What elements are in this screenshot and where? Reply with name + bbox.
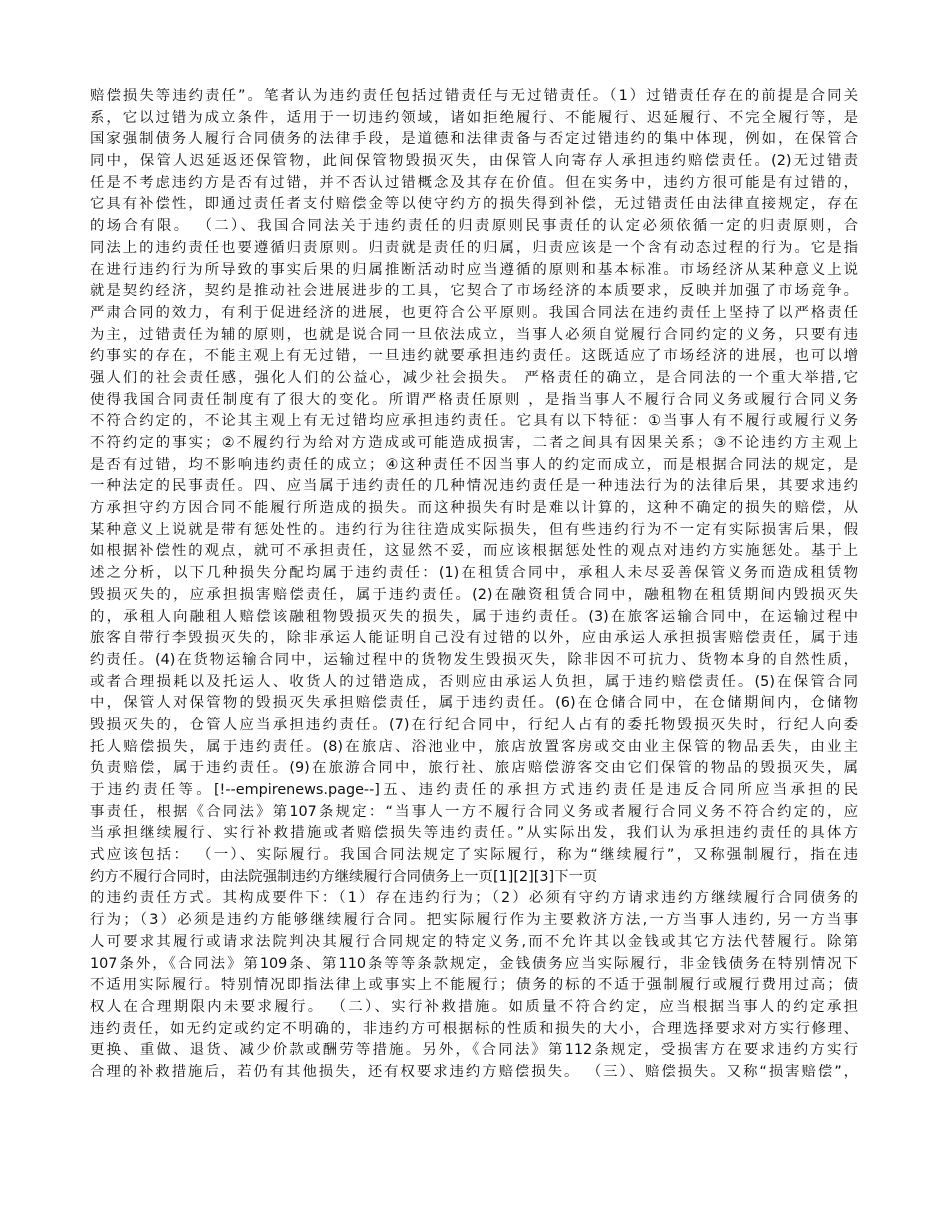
text-line: 方承担守约方因合同不能履行所造成的损失。而这种损失有时是难以计算的，这种不确定的损失的赔偿，从	[90, 500, 858, 517]
text-line: 人可要求其履行或请求法院判决其履行合同规定的特定义务,而不允许其以金钱或其它方法代替履行。除第	[90, 933, 858, 950]
text-line: 一种法定的民事责任。四、应当属于违约责任的几种情况违约责任是一种违法行为的法律后果，其要求违约	[90, 478, 858, 495]
text-line: 不符合约定的，不论其主观上有无过错均应承担违约责任。它具有以下特征：①当事人有不履行或履行义务	[90, 413, 858, 430]
text-line: 不适用实际履行。特别情况即指法律上或事实上不能履行；债务的标的不适于强制履行或履行费用过高；债	[90, 977, 858, 994]
text-line: 约责任。(4)在货物运输合同中，运输过程中的货物发生毁损灭失，除非因不可抗力、货物本身的自然性质，	[90, 651, 858, 668]
text-line: 强人们的社会责任感，强化人们的公益心，减少社会损失。 严格责任的确立，是合同法的一个重大举措,它	[90, 369, 858, 386]
text-line: 107条外，《合同法》第109条、第110条等等条款规定，金钱债务应当实际履行，非金钱债务在特别情况下	[90, 955, 858, 972]
text-line: 或者合理损耗以及托运人、收货人的过错造成，否则应由承运人负担，属于违约赔偿责任。(5)在保管合同	[90, 673, 858, 690]
text-line: 国家强制债务人履行合同债务的法律手段，是道德和法律责备与否定过错违约的集中体现，例如，在保管合	[90, 131, 858, 148]
text-line: 使得我国合同责任制度有了很大的变化。所谓严格责任原则 ，是指当事人不履行合同义务或履行合同义务	[90, 391, 858, 408]
text-line: 是否有过错，均不影响违约责任的成立；④这种责任不因当事人的约定而成立，而是根据合同法的规定，是	[90, 456, 858, 473]
text-line: 在进行违约行为所导致的事实后果的归属推断活动时应当遵循的原则和基本标准。市场经济从某种意义上说	[90, 261, 858, 278]
text-line: 赔偿损失等违约责任”。笔者认为违约责任包括过错责任与无过错责任。（1）过错责任存在的前提是合同关	[90, 88, 858, 104]
text-line: 的场合有限。 （二）、我国合同法关于违约责任的归责原则民事责任的认定必须依循一定的归责原则，合	[90, 218, 858, 235]
text-line: 系，它以过错为成立条件，适用于一切违约领域，诸如拒绝履行、不能履行、迟延履行、不完全履行等，是	[90, 109, 858, 126]
text-line: 如根据补偿性的观点，就可不承担责任，这显然不妥，而应该根据惩处性的观点对违约方实施惩处。基于上	[90, 543, 858, 560]
text-line: 权人在合理期限内未要求履行。 （二）、实行补救措施。如质量不符合约定，应当根据当事人的约定承担	[90, 998, 858, 1015]
text-line: 某种意义上说就是带有惩处性的。违约行为往往造成实际损失，但有些违约行为不一定有实际损害后果，假	[90, 521, 858, 538]
text-line: 更换、重做、退货、减少价款或酬劳等措施。另外，《合同法》第112条规定，受损害方在要求违约方实行	[90, 1042, 858, 1059]
text-line: 违约责任，如无约定或约定不明确的，非违约方可根据标的性质和损失的大小，合理选择要求对方实行修理、	[90, 1020, 858, 1037]
text-line: 就是契约经济，契约是推动社会进展进步的工具，它契合了市场经济的本质要求，反映并加强了市场竞争。	[90, 283, 858, 300]
text-line: 述之分析，以下几种损失分配均属于违约责任：(1)在租赁合同中，承租人未尽妥善保管义务而造成租赁物	[90, 565, 858, 582]
text-line: 旅客自带行李毁损灭失的，除非承运人能证明自己没有过错的以外，应由承运人承担损害赔偿责任，属于违	[90, 630, 858, 647]
text-line: 约方不履行合同时，由法院强制违约方继续履行合同债务上一页[1][2][3]下一页	[90, 868, 598, 885]
text-line: 同中，保管人迟延返还保管物，此间保管物毁损灭失，由保管人向寄存人承担违约赔偿责任。(2)无过错责	[90, 153, 858, 170]
text-line: 式应该包括： （一）、实际履行。我国合同法规定了实际履行，称为“继续履行”，又称强制履行，指在违	[90, 847, 858, 864]
text-line: 毁损灭失的，应承担损害赔偿责任，属于违约责任。(2)在融资租赁合同中，融租物在租赁期间内毁损灭失	[90, 586, 858, 603]
text-line: 毁损灭失的，仓管人应当承担违约责任。(7)在行纪合同中，行纪人占有的委托物毁损灭失时，行纪人向委	[90, 716, 858, 733]
text-line: 行为；（3）必须是违约方能够继续履行合同。把实际履行作为主要救济方法,一方当事人违约, 另一方当事	[90, 912, 858, 929]
text-line: 的，承租人向融租人赔偿该融租物毁损灭失的损失，属于违约责任。(3)在旅客运输合同中，在运输过程中	[90, 608, 858, 625]
text-line: 任是不考虑违约方是否有过错，并不否认过错概念及其存在价值。但在实务中，违约方很可能是有过错的，	[90, 174, 858, 191]
text-line: 为主，过错责任为辅的原则，也就是说合同一旦依法成立，当事人必须自觉履行合同约定的义务，只要有违	[90, 326, 858, 343]
text-line: 同法上的违约责任也要遵循归责原则。归责就是责任的归属，归责应该是一个含有动态过程的行为。它是指	[90, 239, 858, 256]
document-body	[90, 86, 858, 1084]
text-line: 中，保管人对保管物的毁损灭失承担赔偿责任，属于违约责任。(6)在仓储合同中，在仓储期间内，仓储物	[90, 695, 858, 712]
text-line: 当承担继续履行、实行补救措施或者赔偿损失等违约责任。”从实际出发，我们认为承担违约责任的具体方	[90, 825, 858, 842]
text-line: 托人赔偿损失，属于违约责任。(8)在旅店、浴池业中，旅店放置客房或交由业主保管的物品丢失，由业主	[90, 738, 858, 755]
text-line: 事责任，根据《合同法》第107条规定：“当事人一方不履行合同义务或者履行合同义务不符合约定的，应	[90, 803, 858, 820]
text-line: 它具有补偿性，即通过责任者支付赔偿金等以使守约方的损失得到补偿，无过错责任由法律直接规定，存在	[90, 196, 858, 213]
text-line: 负责赔偿，属于违约责任。(9)在旅游合同中，旅行社、旅店赔偿游客交由它们保管的物品的毁损灭失，属	[90, 760, 858, 777]
text-line: 的违约责任方式。其构成要件下：（1）存在违约行为；（2）必须有守约方请求违约方继续履行合同债务的	[90, 890, 858, 907]
text-line: 约事实的存在，不能主观上有无过错，一旦违约就要承担违约责任。这既适应了市场经济的进展，也可以增	[90, 348, 858, 365]
text-line: 于违约责任等。[!--empirenews.page--]五、违约责任的承担方式违约责任是违反合同所应当承担的民	[90, 782, 858, 798]
text-line: 合理的补救措施后，若仍有其他损失，还有权要求违约方赔偿损失。 （三）、赔偿损失。又称“损害赔偿”，	[90, 1063, 858, 1080]
text-line: 不符约定的事实；②不履约行为给对方造成或可能造成损害，二者之间具有因果关系；③不论违约方主观上	[90, 435, 858, 451]
text-line: 严肃合同的效力，有利于促进经济的进展，也更符合公平原则。我国合同法在违约责任上坚持了以严格责任	[90, 304, 858, 321]
